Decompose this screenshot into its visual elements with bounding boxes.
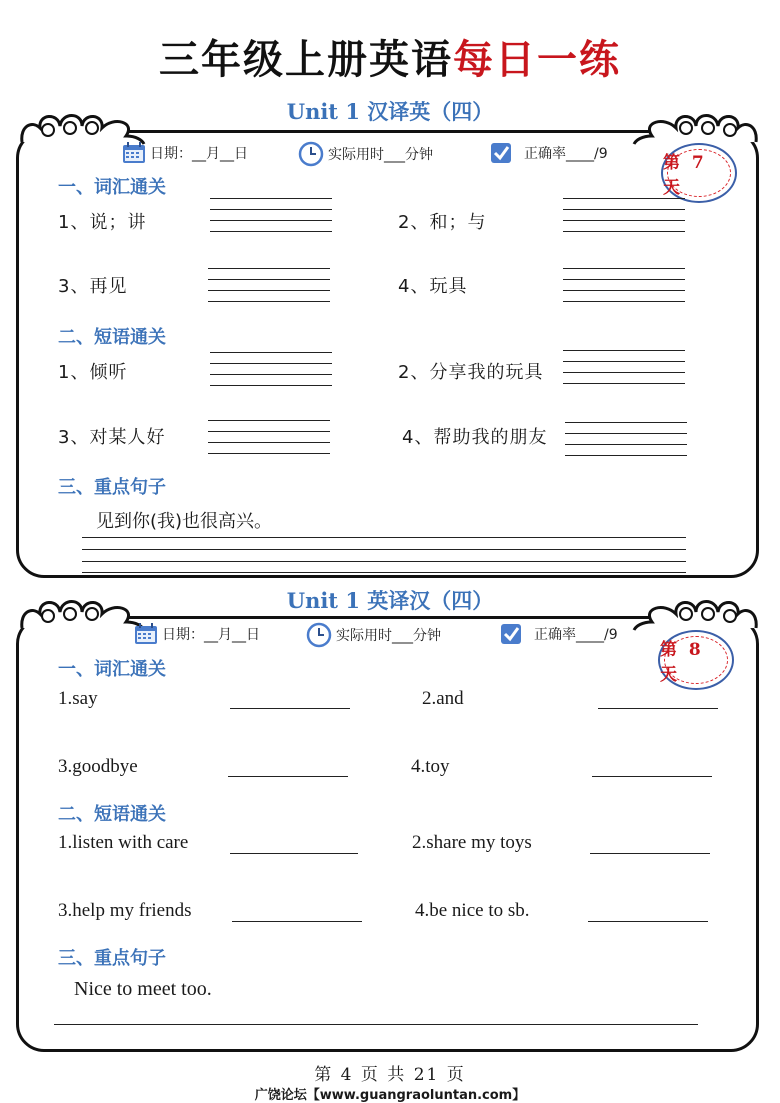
day7-sentence-line[interactable] xyxy=(82,561,686,562)
day7-stamp xyxy=(661,143,737,203)
day8-date xyxy=(134,623,260,645)
day8-vocab-item: 3.goodbye xyxy=(58,756,138,777)
checkbox-icon xyxy=(490,142,514,164)
day7-key-sentence: 见到你(我)也很高兴。 xyxy=(96,511,273,532)
day8-answer-line[interactable] xyxy=(598,708,718,709)
day8-accuracy-label: 正确率____/9 xyxy=(534,627,618,643)
day8-date-label: 日期：__月__日 xyxy=(162,627,260,643)
day8-section-sentence: 三、重点句子 xyxy=(58,948,166,969)
day8-unit-title: Unit 1 英译汉（四） xyxy=(286,588,494,613)
day7-accuracy-label: 正确率____/9 xyxy=(524,146,608,162)
site-footer: 广饶论坛【www.guangraoluntan.com】 xyxy=(254,1088,526,1103)
day7-answer-lines[interactable] xyxy=(563,350,685,394)
day7-time-label: 实际用时___分钟 xyxy=(328,147,433,163)
page-number: 第 4 页 共 21 页 xyxy=(314,1065,466,1085)
day8-phrase-item: 1.listen with care xyxy=(58,832,189,853)
day8-answer-line[interactable] xyxy=(592,776,712,777)
day7-vocab-item: 3、再见 xyxy=(58,276,128,297)
day7-answer-lines[interactable] xyxy=(210,352,332,396)
day7-section-sentence: 三、重点句子 xyxy=(58,477,166,498)
day7-phrase-item: 2、分享我的玩具 xyxy=(398,362,544,383)
day8-answer-line[interactable] xyxy=(228,776,348,777)
day8-phrase-item: 4.be nice to sb. xyxy=(415,900,530,921)
day8-stamp xyxy=(658,630,734,690)
day7-date-label: 日期：__月__日 xyxy=(150,146,248,162)
day7-section-phrases: 二、短语通关 xyxy=(58,327,166,348)
day7-vocab-item: 1、说；讲 xyxy=(58,212,147,233)
day7-unit-title: Unit 1 汉译英（四） xyxy=(286,99,494,124)
day7-stamp-text: 第 7 天 xyxy=(663,153,707,198)
day7-answer-lines[interactable] xyxy=(208,420,330,464)
day8-vocab-item: 4.toy xyxy=(411,756,450,777)
day8-vocab-item: 2.and xyxy=(422,688,464,709)
day7-accuracy xyxy=(490,142,608,164)
page-title xyxy=(0,28,780,85)
calendar-icon xyxy=(134,623,158,645)
day8-answer-line[interactable] xyxy=(590,853,710,854)
day8-sentence-line[interactable] xyxy=(54,1024,698,1025)
day7-answer-lines[interactable] xyxy=(563,198,685,242)
day8-answer-line[interactable] xyxy=(230,853,358,854)
day7-sentence-line[interactable] xyxy=(82,572,686,573)
day8-section-vocab: 一、词汇通关 xyxy=(58,659,166,680)
day8-time xyxy=(306,622,441,648)
day8-answer-line[interactable] xyxy=(232,921,362,922)
day8-time-label: 实际用时___分钟 xyxy=(336,628,441,644)
day8-phrase-item: 2.share my toys xyxy=(412,832,532,853)
calendar-icon xyxy=(122,142,146,164)
day7-sentence-line[interactable] xyxy=(82,549,686,550)
day8-answer-line[interactable] xyxy=(230,708,350,709)
day8-stamp-text: 第 8 天 xyxy=(660,640,704,685)
day7-date xyxy=(122,142,248,164)
clock-icon xyxy=(298,141,324,167)
day8-accuracy xyxy=(500,623,618,645)
day8-answer-line[interactable] xyxy=(588,921,708,922)
day7-time xyxy=(298,141,433,167)
day7-sentence-line[interactable] xyxy=(82,537,686,538)
checkbox-icon xyxy=(500,623,524,645)
day7-answer-lines[interactable] xyxy=(565,422,687,466)
day7-phrase-item: 3、对某人好 xyxy=(58,427,166,448)
day8-phrase-item: 3.help my friends xyxy=(58,900,192,921)
clock-icon xyxy=(306,622,332,648)
day8-key-sentence: Nice to meet too. xyxy=(74,978,212,1000)
day7-phrase-item: 4、帮助我的朋友 xyxy=(402,427,548,448)
day7-answer-lines[interactable] xyxy=(563,268,685,312)
day8-section-phrases: 二、短语通关 xyxy=(58,804,166,825)
day7-vocab-item: 2、和；与 xyxy=(398,212,487,233)
page-title-red: 每日一练 xyxy=(453,37,621,83)
day7-answer-lines[interactable] xyxy=(210,198,332,242)
page-title-black: 三年级上册英语 xyxy=(159,37,453,83)
day7-answer-lines[interactable] xyxy=(208,268,330,312)
day7-vocab-item: 4、玩具 xyxy=(398,276,468,297)
day8-vocab-item: 1.say xyxy=(58,688,98,709)
day7-section-vocab: 一、词汇通关 xyxy=(58,177,166,198)
day7-phrase-item: 1、倾听 xyxy=(58,362,128,383)
